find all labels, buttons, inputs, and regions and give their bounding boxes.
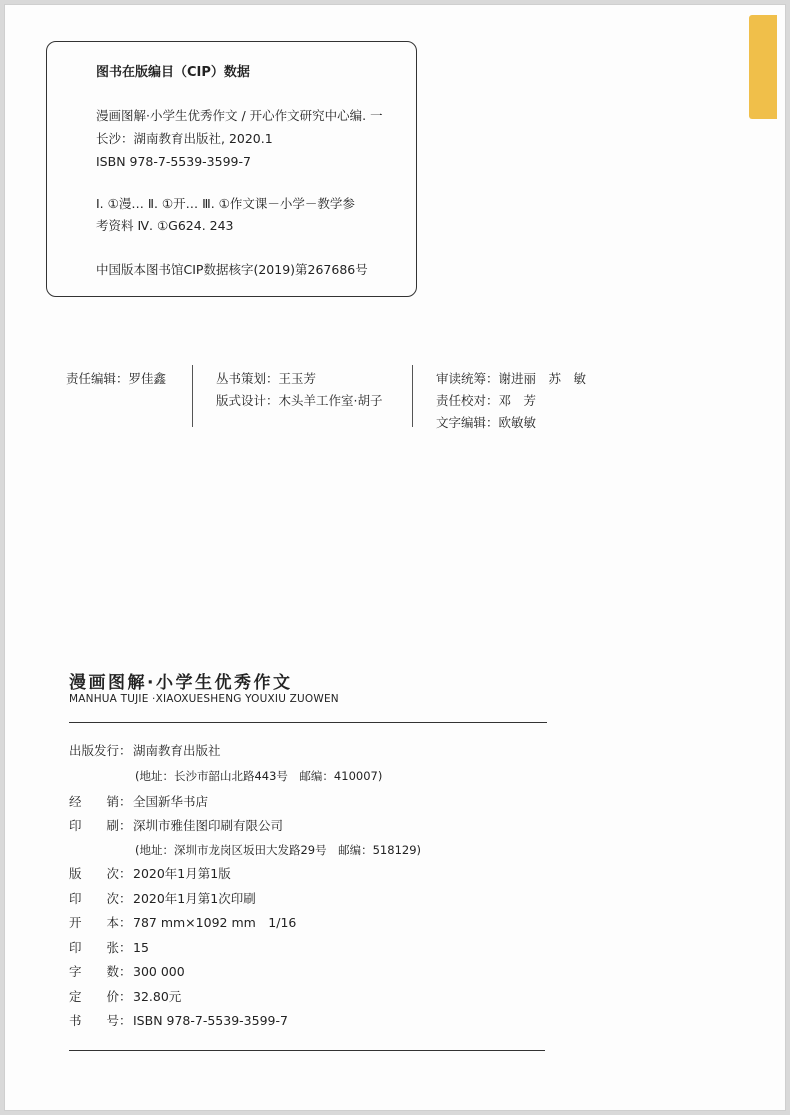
format-value: 787 mm×1092 mm 1/16 (133, 915, 297, 930)
printing-label: 印 次： (69, 891, 132, 906)
page-edge-tab (749, 15, 777, 119)
format-label: 开 本： (69, 915, 132, 930)
cip-heading: 图书在版编目（CIP）数据 (96, 65, 250, 80)
cip-line-3: ISBN 978-7-5539-3599-7 (96, 154, 251, 169)
distributor-value: 全国新华书店 (133, 794, 209, 809)
divider-top (69, 722, 547, 723)
publisher-value: 湖南教育出版社 (133, 743, 221, 758)
credit-responsible-editor: 责任编辑：罗佳鑫 (66, 371, 167, 386)
printer-label: 印 刷： (69, 818, 132, 833)
price-row (69, 991, 181, 1004)
printer-value: 深圳市雅佳图印刷有限公司 (133, 818, 284, 833)
publisher-address: (地址：长沙市韶山北路443号 邮编：410007) (135, 769, 383, 783)
distributor-row (69, 796, 208, 809)
credit-layout-design: 版式设计：木头羊工作室·胡子 (216, 393, 383, 408)
credit-text-editor: 文字编辑：欧敏敏 (436, 415, 537, 430)
column-divider (412, 365, 413, 427)
isbn-row (69, 1015, 288, 1028)
book-title-pinyin: MANHUA TUJIE ·XIAOXUESHENG YOUXIU ZUOWEN (69, 693, 339, 705)
credits-column-3 (436, 368, 586, 434)
words-label: 字 数： (69, 964, 132, 979)
distributor-label: 经 销： (69, 794, 132, 809)
printing-value: 2020年1月第1次印刷 (133, 891, 256, 906)
cip-line-5: 考资料 Ⅳ. ①G624. 243 (96, 218, 234, 233)
edition-label: 版 次： (69, 866, 132, 881)
divider-bottom (69, 1050, 545, 1051)
book-title: 漫画图解·小学生优秀作文 (69, 673, 293, 693)
sheets-label: 印 张： (69, 940, 132, 955)
edition-value: 2020年1月第1版 (133, 866, 231, 881)
publisher-row (69, 745, 221, 758)
credit-review-coordination: 审读统筹：谢进丽 苏 敏 (436, 371, 587, 386)
credits-column-1 (66, 368, 166, 390)
cip-data-box (46, 41, 417, 297)
cip-line-1: 漫画图解·小学生优秀作文 / 开心作文研究中心编. 一 (96, 108, 383, 123)
words-row (69, 966, 185, 979)
format-row (69, 917, 296, 930)
column-divider (192, 365, 193, 427)
cip-line-2: 长沙：湖南教育出版社, 2020.1 (96, 131, 273, 146)
price-label: 定 价： (69, 989, 132, 1004)
publisher-label: 出版发行： (69, 743, 132, 758)
copyright-page (4, 4, 786, 1111)
printer-address: (地址：深圳市龙岗区坂田大发路29号 邮编：518129) (135, 843, 422, 857)
price-value: 32.80元 (133, 989, 182, 1004)
cip-line-6: 中国版本图书馆CIP数据核字(2019)第267686号 (96, 262, 368, 277)
printing-row (69, 893, 256, 906)
credit-proofreading: 责任校对：邓 芳 (436, 393, 537, 408)
sheets-row (69, 942, 149, 955)
isbn-value: ISBN 978-7-5539-3599-7 (133, 1013, 288, 1028)
sheets-value: 15 (133, 940, 149, 955)
isbn-label: 书 号： (69, 1013, 132, 1028)
edition-row (69, 868, 231, 881)
words-value: 300 000 (133, 964, 185, 979)
credits-column-2 (216, 368, 382, 412)
credit-series-planning: 丛书策划：王玉芳 (216, 371, 317, 386)
printer-row (69, 820, 283, 833)
cip-line-4: Ⅰ. ①漫… Ⅱ. ①开… Ⅲ. ①作文课－小学－教学参 (96, 196, 355, 211)
